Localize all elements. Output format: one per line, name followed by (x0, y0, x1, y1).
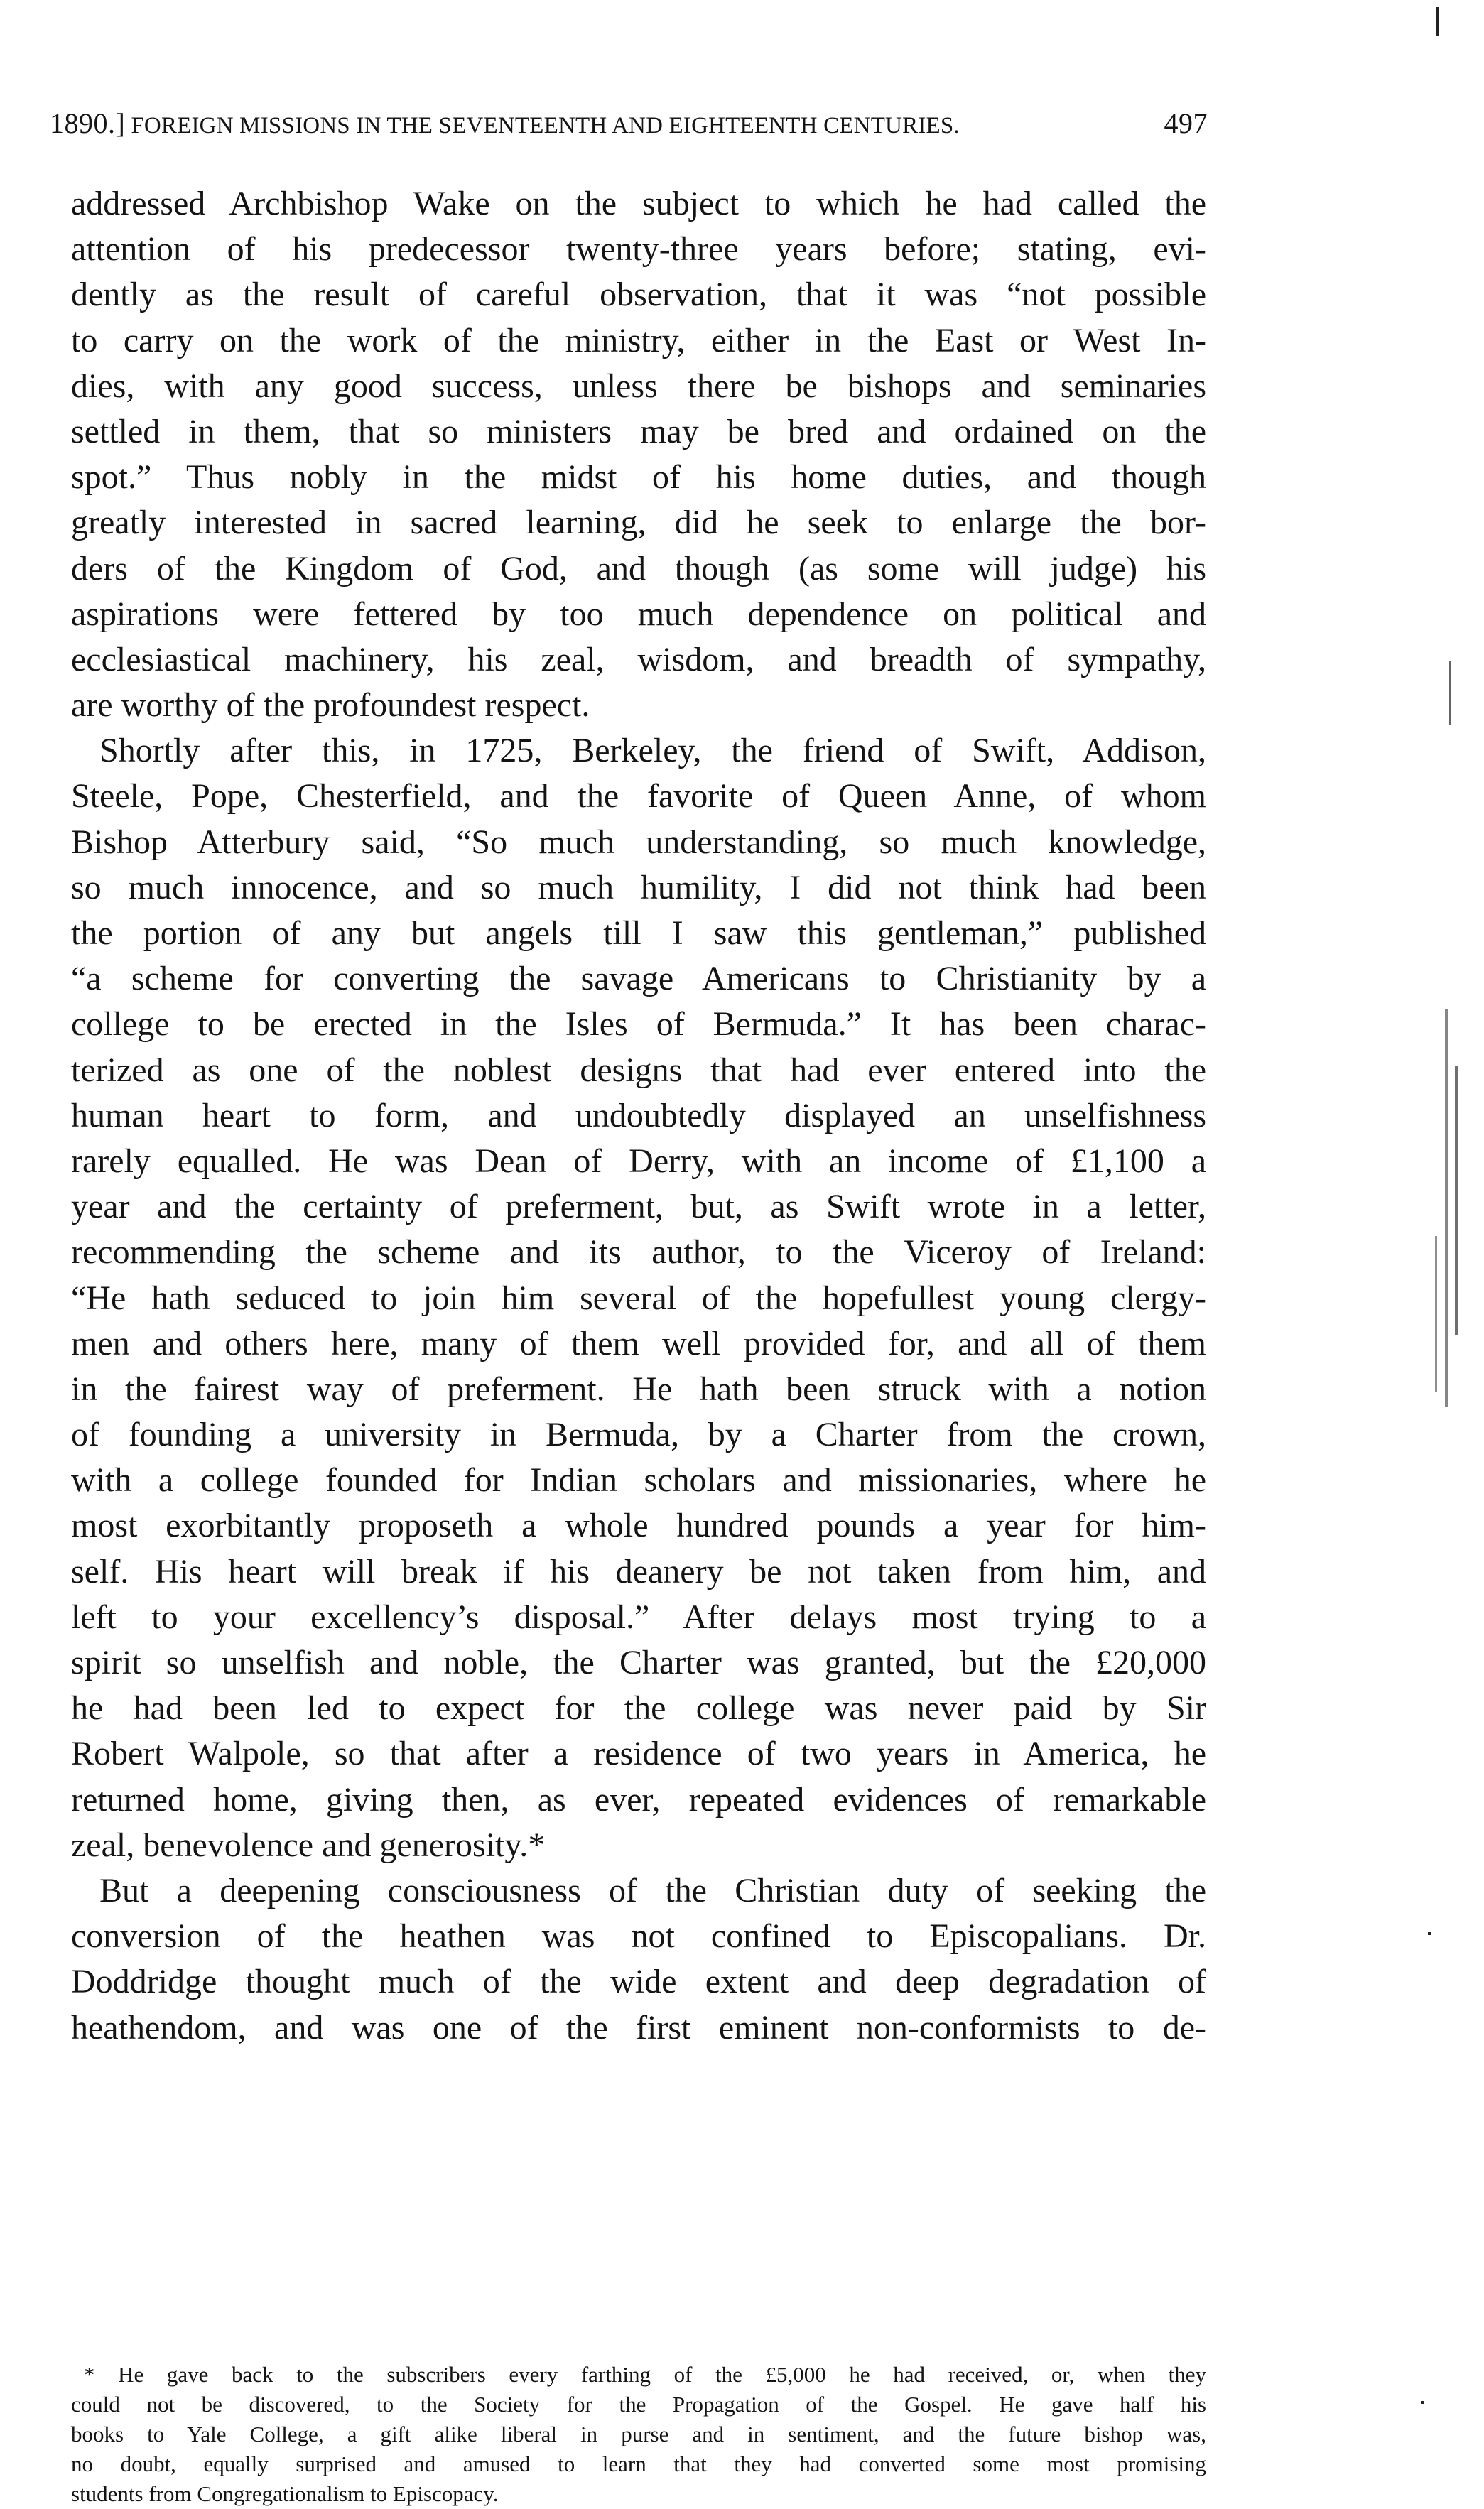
text-line: spirit so unselfish and noble, the Charter was granted, but the £20,000 (71, 1644, 1206, 1681)
text-line: with a college founded for Indian scholars and missionaries, where he (71, 1461, 1206, 1500)
text-line: so much innocence, and so much humility, I did not think had been (71, 868, 1206, 906)
scan-artifact (1435, 1236, 1437, 1392)
text-line: conversion of the heathen was not confined to Episcopalians. Dr. (71, 1917, 1206, 1956)
text-line: rarely equalled. He was Dean of Derry, with an income of £1,100 a (71, 1142, 1206, 1180)
text-line: aspirations were fettered by too much dependence on political and (71, 595, 1206, 633)
text-line: self. His heart will break if his deanery be not taken from him, and (71, 1552, 1206, 1591)
text-line: “a scheme for converting the savage Americans to Christianity by a (71, 960, 1206, 998)
text-line: spot.” Thus nobly in the midst of his home duties, and though (71, 458, 1206, 497)
header-year: 1890.] (50, 107, 126, 139)
text-line: college to be erected in the Isles of Bermuda.” It has been charac- (71, 1005, 1206, 1044)
page-number: 497 (1164, 107, 1208, 139)
scan-artifact (1436, 7, 1439, 36)
text-line: he had been led to expect for the college was never paid by Sir (71, 1689, 1206, 1728)
text-line: in the fairest way of preferment. He hath been struck with a notion (71, 1370, 1206, 1408)
text-line: Doddridge thought much of the wide extent and deep degradation of (71, 1963, 1206, 2001)
text-line: are worthy of the profoundest respect. (71, 686, 590, 725)
text-line: heathendom, and was one of the first eminent non-conformists to de- (71, 2008, 1206, 2047)
text-line: dently as the result of careful observation, that it was “not possible (71, 276, 1206, 314)
text-line: the portion of any but angels till I saw this gentleman,” published (71, 914, 1206, 952)
text-line: terized as one of the noblest designs that had ever entered into the (71, 1051, 1206, 1089)
text-line: settled in them, that so ministers may be bred and ordained on the (71, 412, 1206, 450)
text-line: men and others here, many of them well provided for, and all of them (71, 1324, 1206, 1362)
header-title: FOREIGN MISSIONS IN THE SEVENTEENTH AND EIGHTEENTH CENTURIES. (131, 113, 960, 139)
paragraph-start: But a deepening consciousness of the Christian duty of seeking the (99, 1871, 1206, 1909)
text-line: recommending the scheme and its author, to the Viceroy of Ireland: (71, 1233, 1206, 1272)
running-head (50, 107, 1208, 149)
text-line: ecclesiastical machinery, his zeal, wisdom, and breadth of sympathy, (71, 640, 1206, 678)
text-line: left to your excellency’s disposal.” After delays most trying to a (71, 1598, 1206, 1636)
scan-artifact (1449, 661, 1451, 725)
text-line: zeal, benevolence and generosity.* (71, 1826, 546, 1864)
text-line: of founding a university in Bermuda, by a Charter from the crown, (71, 1416, 1206, 1454)
paragraph-start: Shortly after this, in 1725, Berkeley, the friend of Swift, Addison, (99, 732, 1206, 770)
text-line: year and the certainty of preferment, but, as Swift wrote in a letter, (71, 1188, 1206, 1226)
text-line: greatly interested in sacred learning, did he seek to enlarge the bor- (71, 504, 1206, 542)
scan-artifact (1455, 1066, 1458, 1335)
text-line: “He hath seduced to join him several of the hopefullest young clergy- (71, 1279, 1206, 1317)
text-line: Steele, Pope, Chesterfield, and the favorite of Queen Anne, of whom (71, 777, 1206, 815)
text-line: Bishop Atterbury said, “So much understanding, so much knowledge, (71, 823, 1206, 861)
body-text (71, 181, 1206, 2051)
footnote-line: students from Congregationalism to Episcopacy. (71, 2481, 499, 2506)
text-line: addressed Archbishop Wake on the subject to which he had called the (71, 185, 1206, 222)
footnote-line: no doubt, equally surprised and amused to learn that they had converted some most promising (71, 2451, 1206, 2476)
text-line: to carry on the work of the ministry, either in the East or West In- (71, 321, 1206, 359)
scan-artifact (1445, 1009, 1448, 1407)
text-line: attention of his predecessor twenty-three years before; stating, evi- (71, 230, 1206, 269)
scan-artifact (1428, 1932, 1431, 1935)
text-line: ders of the Kingdom of God, and though (as some will judge) his (71, 549, 1206, 587)
footnote (71, 2360, 1206, 2509)
text-line: human heart to form, and undoubtedly displayed an unselfishness (71, 1096, 1206, 1134)
footnote-line: could not be discovered, to the Society for the Propagation of the Gospel. He gave half his (71, 2392, 1206, 2417)
footnote-line: * He gave back to the subscribers every farthing of the £5,000 he had received, or, when they (84, 2362, 1206, 2387)
text-line: returned home, giving then, as ever, repeated evidences of remarkable (71, 1780, 1206, 1819)
text-line: dies, with any good success, unless there be bishops and seminaries (71, 367, 1206, 405)
text-line: Robert Walpole, so that after a residence of two years in America, he (71, 1735, 1206, 1773)
text-line: most exorbitantly proposeth a whole hundred pounds a year for him- (71, 1507, 1206, 1545)
footnote-line: books to Yale College, a gift alike liberal in purse and in sentiment, and the future bishop was, (71, 2422, 1206, 2446)
scan-artifact (1421, 2401, 1424, 2404)
